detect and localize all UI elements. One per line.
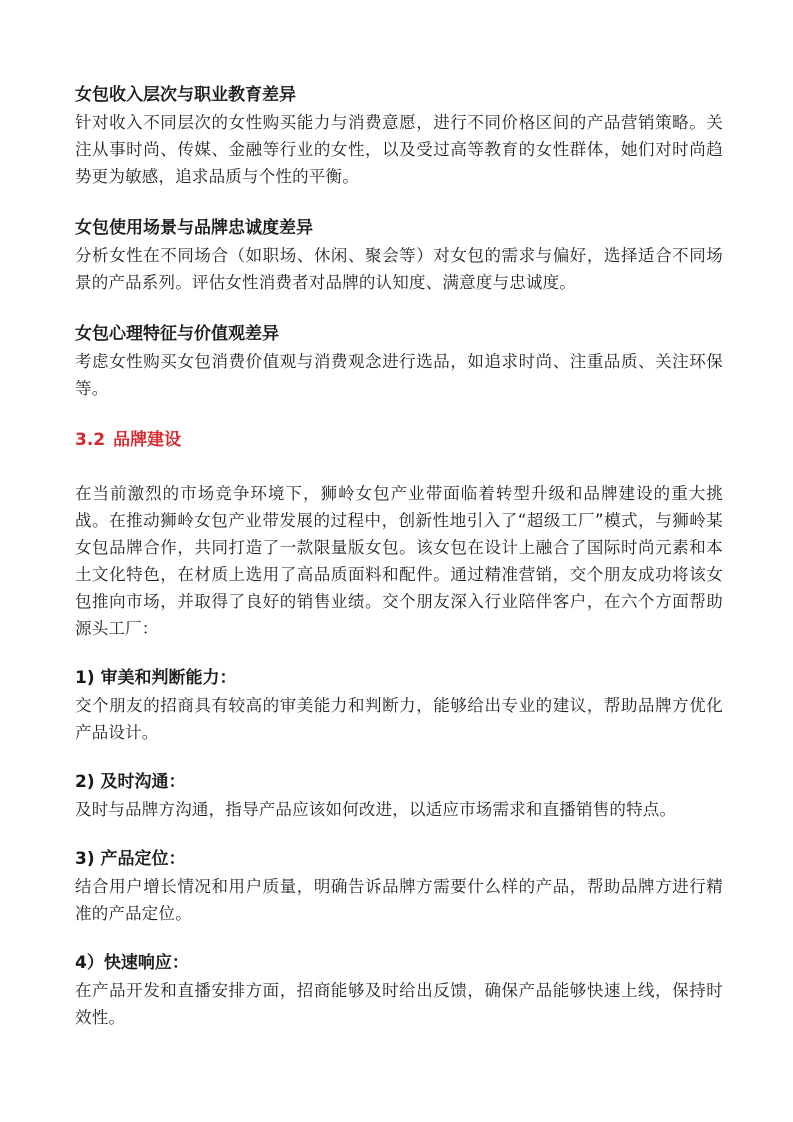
- block-scenario-loyalty: [75, 215, 723, 296]
- section-title: 品牌建设: [113, 430, 182, 450]
- block-income-education: [75, 82, 723, 190]
- block-body: 考虑女性购买女包消费价值观与消费观念进行选品，如追求时尚、注重品质、关注环保等。: [75, 352, 723, 398]
- block-title: 女包心理特征与价值观差异: [75, 324, 279, 344]
- item-body: 交个朋友的招商具有较高的审美能力和判断力，能够给出专业的建议，帮助品牌方优化产品设计。: [75, 696, 723, 742]
- block-body: 分析女性在不同场合（如职场、休闲、聚会等）对女包的需求与偏好，选择适合不同场景的产品系列。评估女性消费者对品牌的认知度、满意度与忠诚度。: [75, 246, 723, 292]
- item-communication: [75, 769, 723, 823]
- item-body: 在产品开发和直播安排方面，招商能够及时给出反馈，确保产品能够快速上线，保持时效性。: [75, 981, 723, 1027]
- item-title: 4）快速响应：: [75, 953, 189, 973]
- item-body: 结合用户增长情况和用户质量，明确告诉品牌方需要什么样的产品，帮助品牌方进行精准的产品定位。: [75, 877, 723, 923]
- item-aesthetics: [75, 665, 723, 746]
- item-title: 2) 及时沟通：: [75, 772, 186, 792]
- block-title: 女包使用场景与品牌忠诚度差异: [75, 218, 313, 238]
- block-body: 针对收入不同层次的女性购买能力与消费意愿，进行不同价格区间的产品营销策略。关注从事时尚、传媒、金融等行业的女性，以及受过高等教育的女性群体，她们对时尚趋势更为敏感，追求品质与个性的平衡。: [75, 113, 723, 186]
- document-page: [75, 82, 723, 1031]
- section-heading: [75, 427, 723, 454]
- item-title: 3) 产品定位：: [75, 849, 186, 869]
- section-number: 3.2: [75, 430, 106, 450]
- section-intro: 在当前激烈的市场竞争环境下，狮岭女包产业带面临着转型升级和品牌建设的重大挑战。在推动狮岭女包产业带发展的过程中，创新性地引入了“超级工厂”模式，与狮岭某女包品牌合作，共同打造了一款限量版女包。该女包在设计上融合了国际时尚元素和本土文化特色，在材质上选用了高品质面料和配件。通过精准营销，交个朋友成功将该女包推向市场，并取得了良好的销售业绩。交个朋友深入行业陪伴客户，在六个方面帮助源头工厂：: [75, 484, 723, 638]
- item-positioning: [75, 846, 723, 927]
- block-title: 女包收入层次与职业教育差异: [75, 85, 296, 105]
- item-title: 1) 审美和判断能力：: [75, 668, 237, 688]
- item-fast-response: [75, 950, 723, 1031]
- block-psychology-values: [75, 321, 723, 402]
- item-body: 及时与品牌方沟通，指导产品应该如何改进，以适应市场需求和直播销售的特点。: [75, 800, 677, 819]
